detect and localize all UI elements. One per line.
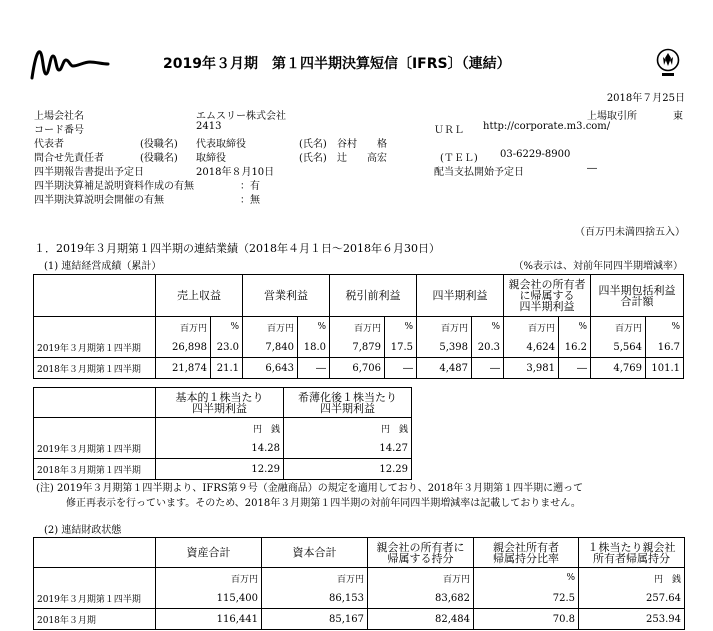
- unit-cell: 百万円: [243, 317, 298, 338]
- table-row: [34, 358, 684, 379]
- unit-row-label: [34, 418, 156, 439]
- cell: 12.29: [284, 459, 412, 480]
- table-row: [34, 459, 412, 480]
- tel-value: 03-6229-8900: [500, 149, 571, 160]
- cell: ―: [385, 358, 417, 379]
- rep-name: 谷村 格: [337, 139, 387, 150]
- supp-label: 四半期決算補足説明資料作成の有無: [34, 181, 194, 192]
- report-date-label: 四半期報告書提出予定日: [34, 167, 144, 178]
- brief-value: ：無: [240, 195, 260, 206]
- url-label: ＵＲＬ: [434, 125, 464, 136]
- contact-label: 問合せ先責任者: [34, 153, 104, 164]
- cell: 116,441: [156, 609, 262, 630]
- unit-cell: %: [474, 568, 579, 589]
- results-header: 四半期包括利益 合計額: [591, 275, 684, 317]
- exchange-value: 東: [673, 111, 683, 122]
- dividend-value: ―: [587, 163, 597, 174]
- unit-cell: 百万円: [262, 568, 368, 589]
- cell: 6,706: [330, 358, 385, 379]
- fin-header: １株当たり親会社 所有者帰属持分: [579, 538, 685, 568]
- exchange-label: 上場取引所: [587, 111, 637, 122]
- cell: 21.1: [211, 358, 243, 379]
- cell: 72.5: [474, 588, 579, 609]
- rep-label: 代表者: [34, 139, 64, 150]
- fin-header: 資本合計: [262, 538, 368, 568]
- row-label: 2018年３月期第１四半期: [34, 459, 156, 480]
- note-line1: (注) 2019年３月期第１四半期より、IFRS第９号（金融商品）の規定を適用しており、2018年３月期第１四半期に遡って: [36, 483, 584, 494]
- cell: 101.1: [646, 358, 684, 379]
- code-label: コード番号: [34, 125, 84, 136]
- results-corner: [34, 275, 156, 317]
- tel-label: (ＴＥＬ): [440, 153, 478, 164]
- cell: 5,398: [417, 337, 472, 358]
- cell: ―: [559, 358, 591, 379]
- financial-position-table: [33, 537, 685, 630]
- cell: 82,484: [368, 609, 474, 630]
- rep-name-label: (氏名): [299, 139, 327, 150]
- row-label: 2019年３月期第１四半期: [34, 588, 156, 609]
- unit-cell: 百万円: [330, 317, 385, 338]
- cell: 4,769: [591, 358, 646, 379]
- unit-cell: 百万円: [156, 317, 211, 338]
- listed-name-label: 上場会社名: [34, 111, 84, 122]
- results-header: 営業利益: [243, 275, 330, 317]
- fin-header: 親会社の所有者に 帰属する持分: [368, 538, 474, 568]
- supp-value: ：有: [240, 181, 260, 192]
- cell: 3,981: [504, 358, 559, 379]
- rep-title: 代表取締役: [196, 139, 246, 150]
- unit-cell: 円 銭: [156, 418, 284, 439]
- fin-corner: [34, 538, 156, 568]
- cell: 6,643: [243, 358, 298, 379]
- unit-cell: 円 銭: [284, 418, 412, 439]
- cell: 18.0: [298, 337, 330, 358]
- cell: 7,879: [330, 337, 385, 358]
- eps-corner: [34, 388, 156, 418]
- results-table: [33, 274, 684, 379]
- row-label: 2019年３月期第１四半期: [34, 438, 156, 459]
- unit-cell: 百万円: [417, 317, 472, 338]
- cell: 4,624: [504, 337, 559, 358]
- table-row: [34, 438, 412, 459]
- emblem-icon: [655, 48, 681, 78]
- eps-header: 希薄化後１株当たり 四半期利益: [284, 388, 412, 418]
- unit-cell: 円 銭: [579, 568, 685, 589]
- unit-cell: %: [385, 317, 417, 338]
- unit-cell: 百万円: [156, 568, 262, 589]
- cell: 14.28: [156, 438, 284, 459]
- unit-cell: %: [211, 317, 243, 338]
- unit-cell: %: [298, 317, 330, 338]
- unit-row-label: [34, 568, 156, 589]
- unit-cell: %: [472, 317, 504, 338]
- row-label: 2019年３月期第１四半期: [34, 337, 156, 358]
- cell: 83,682: [368, 588, 474, 609]
- cell: 26,898: [156, 337, 211, 358]
- contact-title: 取締役: [196, 153, 226, 164]
- report-date-value: 2018年８月10日: [196, 167, 275, 178]
- cell: 20.3: [472, 337, 504, 358]
- cell: 17.5: [385, 337, 417, 358]
- cell: ―: [472, 358, 504, 379]
- brief-label: 四半期決算説明会開催の有無: [34, 195, 164, 206]
- unit-cell: 百万円: [368, 568, 474, 589]
- cell: 14.27: [284, 438, 412, 459]
- row-label: 2018年３月期: [34, 609, 156, 630]
- unit-cell: %: [559, 317, 591, 338]
- table-row: [34, 588, 685, 609]
- fin-header: 資産合計: [156, 538, 262, 568]
- pct-note: （%表示は、対前年同四半期増減率）: [513, 261, 683, 272]
- table-row: [34, 609, 685, 630]
- cell: 16.7: [646, 337, 684, 358]
- cell: 5,564: [591, 337, 646, 358]
- cell: 85,167: [262, 609, 368, 630]
- dividend-label: 配当支払開始予定日: [434, 167, 524, 178]
- eps-table: [33, 387, 412, 480]
- cell: 12.29: [156, 459, 284, 480]
- cell: 115,400: [156, 588, 262, 609]
- cell: 4,487: [417, 358, 472, 379]
- contact-title-label: (役職名): [140, 153, 178, 164]
- section1-title: １．2019年３月期第１四半期の連結業績（2018年４月１日～2018年６月30日）: [34, 242, 440, 255]
- units-note: （百万円未満四捨五入）: [575, 227, 685, 238]
- cell: ―: [298, 358, 330, 379]
- cell: 70.8: [474, 609, 579, 630]
- cell: 253.94: [579, 609, 685, 630]
- unit-cell: 百万円: [591, 317, 646, 338]
- url-link[interactable]: http://corporate.m3.com/: [483, 121, 611, 132]
- section1-sub1: (1) 連結経営成績（累計）: [44, 261, 162, 272]
- code-value: 2413: [196, 121, 222, 132]
- note-line2: 修正再表示を行っています。そのため、2018年３月期第１四半期の対前年同四半期増減率は記載しておりません。: [66, 498, 581, 509]
- cell: 23.0: [211, 337, 243, 358]
- cell: 86,153: [262, 588, 368, 609]
- unit-cell: %: [646, 317, 684, 338]
- contact-name-label: (氏名): [299, 153, 327, 164]
- listed-name: エムスリー株式会社: [196, 111, 286, 122]
- page-title: 2019年３月期 第１四半期決算短信〔IFRS〕（連結）: [163, 56, 511, 72]
- fin-header: 親会社所有者 帰属持分比率: [474, 538, 579, 568]
- unit-row-label: [34, 317, 156, 338]
- cell: 7,840: [243, 337, 298, 358]
- results-header: 四半期利益: [417, 275, 504, 317]
- eps-header: 基本的１株当たり 四半期利益: [156, 388, 284, 418]
- unit-cell: 百万円: [504, 317, 559, 338]
- section2-sub2: (2) 連結財政状態: [44, 525, 122, 536]
- contact-name: 辻 高宏: [337, 153, 387, 164]
- results-header: 売上収益: [156, 275, 243, 317]
- rep-title-label: (役職名): [140, 139, 178, 150]
- cell: 21,874: [156, 358, 211, 379]
- results-header: 親会社の所有者 に帰属する 四半期利益: [504, 275, 591, 317]
- results-header: 税引前利益: [330, 275, 417, 317]
- cell: 16.2: [559, 337, 591, 358]
- table-row: [34, 337, 684, 358]
- m3-logo-icon: [28, 44, 110, 86]
- report-date: 2018年７月25日: [606, 93, 685, 104]
- row-label: 2018年３月期第１四半期: [34, 358, 156, 379]
- cell: 257.64: [579, 588, 685, 609]
